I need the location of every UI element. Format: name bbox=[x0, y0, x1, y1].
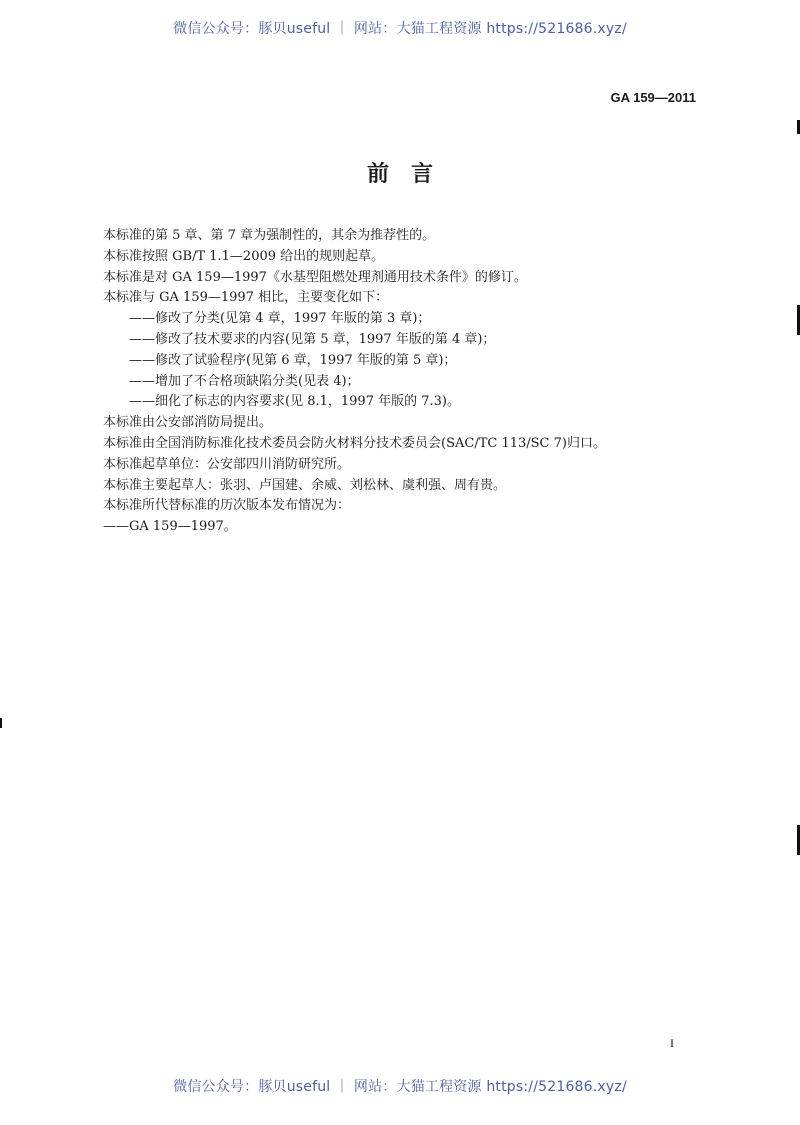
paragraph-line: 本标准所代替标准的历次版本发布情况为： bbox=[103, 498, 351, 514]
list-item: ——细化了标志的内容要求(见 8.1，1997 年版的 7.3)。 bbox=[129, 394, 460, 410]
paragraph-line: 本标准主要起草人：张羽、卢国建、余威、刘松林、虞利强、周有贵。 bbox=[103, 477, 507, 493]
paragraph-line: 本标准起草单位：公安部四川消防研究所。 bbox=[103, 456, 351, 472]
watermark-top: 微信公众号：豚贝useful ｜ 网站：大猫工程资源 https://521686.xyz/ bbox=[173, 21, 627, 37]
standard-number: GA 159—2011 bbox=[610, 90, 696, 105]
document-body bbox=[103, 226, 703, 538]
list-item: ——增加了不合格项缺陷分类(见表 4)； bbox=[129, 373, 360, 389]
watermark-bottom: 微信公众号：豚贝useful ｜ 网站：大猫工程资源 https://521686.xyz/ bbox=[173, 1079, 627, 1095]
list-item: ——修改了试验程序(见第 6 章，1997 年版的第 5 章)； bbox=[129, 352, 457, 368]
paragraph-line: ——GA 159—1997。 bbox=[103, 519, 237, 535]
paragraph-line: 本标准由公安部消防局提出。 bbox=[103, 415, 273, 431]
paragraph-line: 本标准是对 GA 159—1997《水基型阻燃处理剂通用技术条件》的修订。 bbox=[103, 269, 527, 285]
paragraph-line: 本标准按照 GB/T 1.1—2009 给出的规则起草。 bbox=[103, 248, 385, 264]
list-item: ——修改了技术要求的内容(见第 5 章，1997 年版的第 4 章)； bbox=[129, 331, 496, 347]
page-number: I bbox=[670, 1036, 674, 1050]
paragraph-line: 本标准由全国消防标准化技术委员会防火材料分技术委员会(SAC/TC 113/SC 7)归口。 bbox=[103, 435, 606, 451]
paragraph-line: 本标准与 GA 159—1997 相比，主要变化如下： bbox=[103, 290, 389, 306]
scan-edge-mark bbox=[0, 718, 2, 728]
list-item: ——修改了分类(见第 4 章，1997 年版的第 3 章)； bbox=[129, 311, 431, 327]
paragraph-line: 本标准的第 5 章、第 7 章为强制性的，其余为推荐性的。 bbox=[103, 228, 436, 243]
page-title: 前言 bbox=[366, 162, 455, 187]
